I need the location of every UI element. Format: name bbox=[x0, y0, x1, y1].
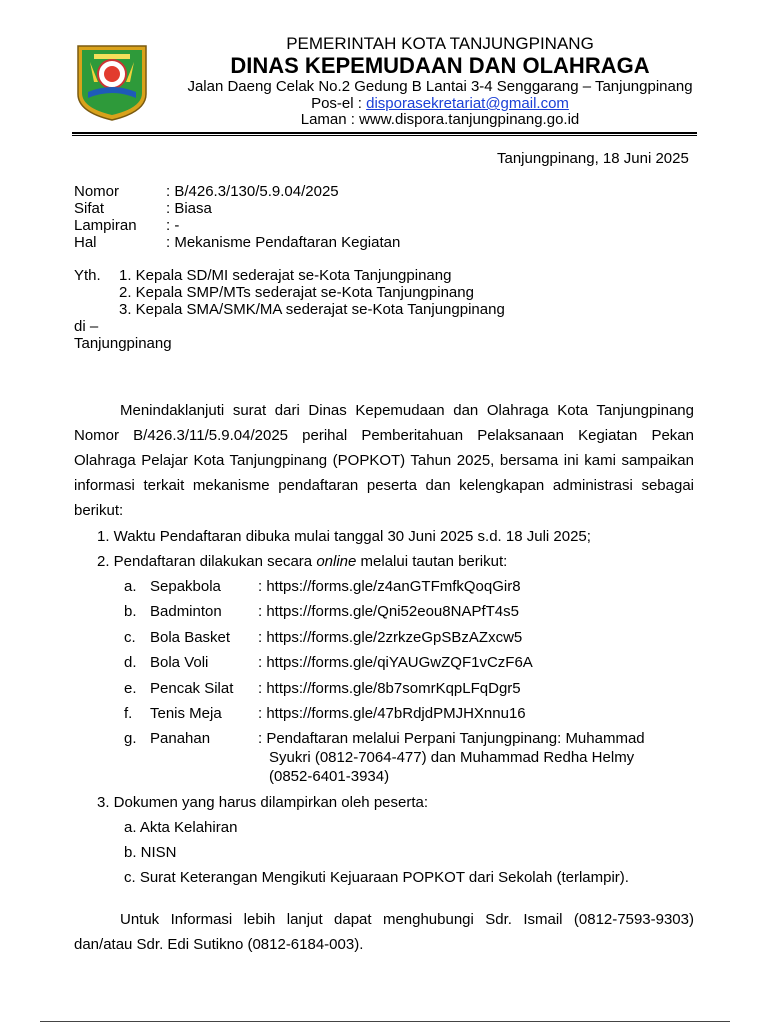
closing-paragraph: Untuk Informasi lebih lanjut dapat menghubungi Sdr. Ismail (0812-7593-9303) dan/atau Sdr. Edi Sutikno (0812-6184-003). bbox=[74, 911, 694, 953]
document-item: b. NISN bbox=[124, 844, 177, 861]
sport-letter: f. bbox=[124, 705, 133, 722]
place-date: Tanjungpinang, 18 Juni 2025 bbox=[497, 150, 689, 167]
archery-info-line: : Pendaftaran melalui Perpani Tanjungpinang: Muhammad bbox=[258, 730, 645, 747]
recipient-item: 3. Kepala SMA/SMK/MA sederajat se-Kota Tanjungpinang bbox=[119, 301, 505, 318]
recipient-salutation: Yth. bbox=[74, 267, 101, 284]
recipient-city: Tanjungpinang bbox=[74, 335, 172, 352]
meta-value-nomor: : B/426.3/130/5.9.04/2025 bbox=[166, 183, 339, 200]
letterhead-rule-thick bbox=[72, 132, 697, 134]
sport-letter: a. bbox=[124, 578, 137, 595]
sport-link[interactable]: : https://forms.gle/2zrkzeGpSBzAZxcw5 bbox=[258, 629, 523, 646]
email-link[interactable]: disporasekretariat@gmail.com bbox=[366, 95, 569, 112]
archery-info-line: Syukri (0812-7064-477) dan Muhammad Redha Helmy bbox=[269, 749, 635, 766]
recipient-item: 2. Kepala SMP/MTs sederajat se-Kota Tanjungpinang bbox=[119, 284, 474, 301]
meta-value-sifat: : Biasa bbox=[166, 200, 212, 217]
sport-link[interactable]: : https://forms.gle/8b7somrKqpLFqDgr5 bbox=[258, 680, 521, 697]
sport-letter: g. bbox=[124, 730, 137, 747]
sport-link[interactable]: : https://forms.gle/47bRdjdPMJHXnnu16 bbox=[258, 705, 526, 722]
letterhead-rule-thin bbox=[72, 135, 697, 136]
sport-name: Badminton bbox=[150, 603, 222, 620]
agency-address: Jalan Daeng Celak No.2 Gedung B Lantai 3-4 Senggarang – Tanjungpinang bbox=[187, 78, 693, 95]
sport-link[interactable]: : https://forms.gle/z4anGTFmfkQoqGir8 bbox=[258, 578, 521, 595]
document-item: c. Surat Keterangan Mengikuti Kejuaraan POPKOT dari Sekolah (terlampir). bbox=[124, 869, 629, 886]
sport-name: Sepakbola bbox=[150, 578, 221, 595]
agency-email-line bbox=[160, 95, 720, 112]
city-emblem-logo bbox=[72, 42, 152, 122]
archery-info-line: (0852-6401-3934) bbox=[269, 768, 390, 785]
point-registration-period: 1. Waktu Pendaftaran dibuka mulai tanggal 30 Juni 2025 s.d. 18 Juli 2025; bbox=[97, 528, 591, 545]
intro-paragraph: Menindaklanjuti surat dari Dinas Kepemudaan dan Olahraga Kota Tanjungpinang Nomor B/426.3/11/5.9.04/2025 perihal Pemberitahuan Pelaksanaan Kegiatan Pekan Olahraga Pelajar Kota Tanjungpinang (POPKOT) Tahun 2025, bersama ini kami sampaikan informasi terkait mekanisme pendaftaran peserta dan kelengkapan administrasi sebagai berikut: bbox=[74, 402, 694, 519]
agency-name: DINAS KEPEMUDAAN DAN OLAHRAGA bbox=[230, 53, 650, 78]
point2-online: online bbox=[316, 553, 357, 570]
meta-value-hal: : Mekanisme Pendaftaran Kegiatan bbox=[166, 234, 401, 251]
page-edge-line bbox=[40, 1021, 730, 1022]
meta-label-sifat: Sifat bbox=[74, 200, 105, 217]
meta-value-lampiran: : - bbox=[166, 217, 180, 234]
sport-name: Bola Voli bbox=[150, 654, 209, 671]
sport-name: Pencak Silat bbox=[150, 680, 234, 697]
meta-label-nomor: Nomor bbox=[74, 183, 120, 200]
point-documents: 3. Dokumen yang harus dilampirkan oleh peserta: bbox=[97, 794, 429, 811]
agency-website: Laman : www.dispora.tanjungpinang.go.id bbox=[300, 111, 580, 128]
document-item: a. Akta Kelahiran bbox=[124, 819, 238, 836]
sport-link[interactable]: : https://forms.gle/Qni52eou8NAPfT4s5 bbox=[258, 603, 519, 620]
sport-name: Panahan bbox=[150, 730, 211, 747]
recipient-di: di – bbox=[74, 318, 99, 335]
sport-letter: d. bbox=[124, 654, 137, 671]
email-label: Pos-el : bbox=[311, 95, 367, 112]
sport-letter: e. bbox=[124, 680, 137, 697]
point-registration-online bbox=[97, 553, 507, 570]
sport-letter: c. bbox=[124, 629, 136, 646]
sport-name: Tenis Meja bbox=[150, 705, 222, 722]
recipient-item: 1. Kepala SD/MI sederajat se-Kota Tanjungpinang bbox=[119, 267, 452, 284]
sport-link[interactable]: : https://forms.gle/qiYAUGwZQF1vCzF6A bbox=[258, 654, 533, 671]
point2-post: melalui tautan berikut: bbox=[356, 553, 508, 570]
point2-pre: 2. Pendaftaran dilakukan secara bbox=[97, 553, 317, 570]
meta-label-hal: Hal bbox=[74, 234, 97, 251]
government-name: PEMERINTAH KOTA TANJUNGPINANG bbox=[286, 34, 594, 53]
sport-letter: b. bbox=[124, 603, 137, 620]
sport-name: Bola Basket bbox=[150, 629, 231, 646]
meta-label-lampiran: Lampiran bbox=[74, 217, 137, 234]
